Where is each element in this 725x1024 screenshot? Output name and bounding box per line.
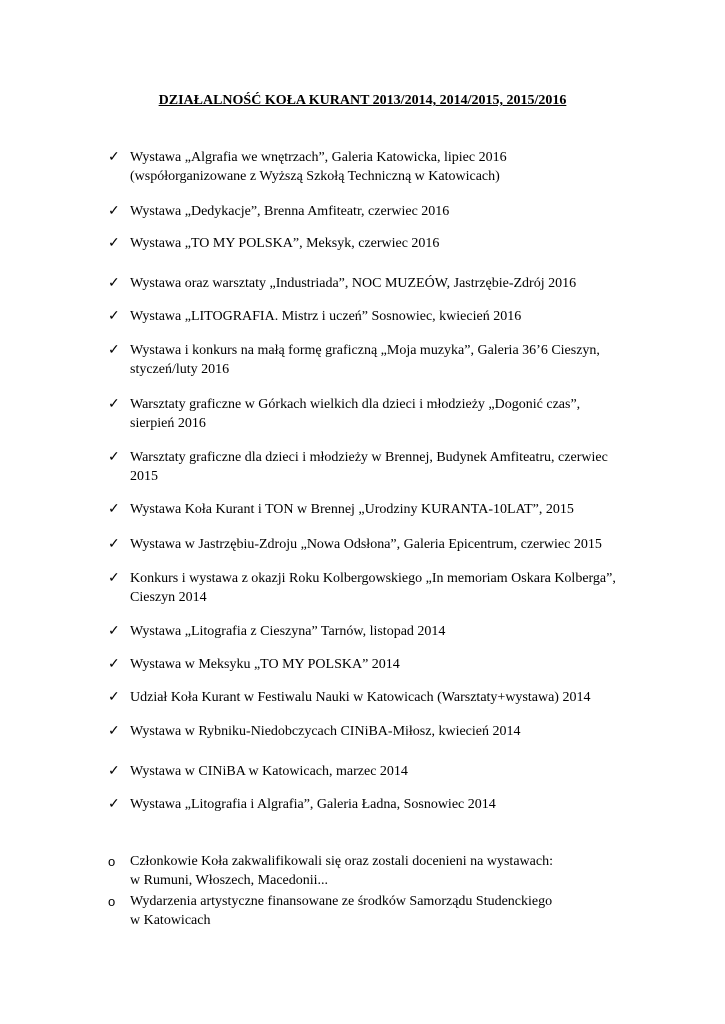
checkmark-icon: ✓ <box>108 624 120 639</box>
list-item-text: Wystawa w CINiBA w Katowicach, marzec 2014 <box>130 764 408 779</box>
checkmark-icon: ✓ <box>108 690 120 705</box>
list-item-text: Udział Koła Kurant w Festiwalu Nauki w Katowicach (Warsztaty+wystawa) 2014 <box>130 690 591 705</box>
checkmark-icon: ✓ <box>108 236 120 251</box>
note-text: Członkowie Koła zakwalifikowali się oraz zostali docenieni na wystawach: w Rumuni, Włoszech, Macedonii... <box>130 854 553 888</box>
list-item-text: Wystawa „Litografia i Algrafia”, Galeria Ładna, Sosnowiec 2014 <box>130 797 496 812</box>
list-item-text: Wystawa „Litografia z Cieszyna” Tarnów, listopad 2014 <box>130 624 446 639</box>
list-item-text: Wystawa oraz warsztaty „Industriada”, NOC MUZEÓW, Jastrzębie-Zdrój 2016 <box>130 276 577 291</box>
checkmark-icon: ✓ <box>108 397 120 412</box>
list-item-text: Warsztaty graficzne w Górkach wielkich dla dzieci i młodzieży „Dogonić czas”, sierpień 2016 <box>130 397 581 431</box>
list-item-text: Warsztaty graficzne dla dzieci i młodzieży w Brennej, Budynek Amfiteatru, czerwiec 2015 <box>130 450 608 484</box>
circle-bullet-icon: o <box>108 894 116 909</box>
list-item-text: Wystawa „LITOGRAFIA. Mistrz i uczeń” Sosnowiec, kwiecień 2016 <box>130 309 522 324</box>
list-item-text: Wystawa „Algrafia we wnętrzach”, Galeria Katowicka, lipiec 2016 (współorganizowane z Wyższą Szkołą Techniczną w Katowicach) <box>130 150 507 184</box>
checkmark-icon: ✓ <box>108 450 120 465</box>
checkmark-icon: ✓ <box>108 764 120 779</box>
note-text: Wydarzenia artystyczne finansowane ze środków Samorządu Studenckiego w Katowicach <box>130 894 553 928</box>
circle-bullet-icon: o <box>108 854 116 869</box>
list-item-text: Konkurs i wystawa z okazji Roku Kolbergowskiego „In memoriam Oskara Kolberga”, Cieszyn 2014 <box>130 571 616 605</box>
list-item-text: Wystawa w Meksyku „TO MY POLSKA” 2014 <box>130 657 400 672</box>
checkmark-icon: ✓ <box>108 150 120 165</box>
checkmark-icon: ✓ <box>108 571 120 586</box>
checkmark-icon: ✓ <box>108 724 120 739</box>
list-item-text: Wystawa „TO MY POLSKA”, Meksyk, czerwiec 2016 <box>130 236 440 251</box>
checkmark-icon: ✓ <box>108 502 120 517</box>
list-item-text: Wystawa Koła Kurant i TON w Brennej „Urodziny KURANTA-10LAT”, 2015 <box>130 502 574 517</box>
checkmark-icon: ✓ <box>108 537 120 552</box>
list-item-text: Wystawa „Dedykacje”, Brenna Amfiteatr, czerwiec 2016 <box>130 204 450 219</box>
list-item-text: Wystawa w Jastrzębiu-Zdroju „Nowa Odsłona”, Galeria Epicentrum, czerwiec 2015 <box>130 537 602 552</box>
list-item-text: Wystawa w Rybniku-Niedobczycach CINiBA-Miłosz, kwiecień 2014 <box>130 724 521 739</box>
list-item-text: Wystawa i konkurs na małą formę graficzną „Moja muzyka”, Galeria 36’6 Cieszyn, styczeń/luty 2016 <box>130 343 600 377</box>
checkmark-icon: ✓ <box>108 309 120 324</box>
checkmark-icon: ✓ <box>108 343 120 358</box>
checkmark-icon: ✓ <box>108 204 120 219</box>
checkmark-icon: ✓ <box>108 276 120 291</box>
checkmark-icon: ✓ <box>108 797 120 812</box>
page-title: DZIAŁALNOŚĆ KOŁA KURANT 2013/2014, 2014/2015, 2015/2016 <box>158 93 567 108</box>
checkmark-icon: ✓ <box>108 657 120 672</box>
